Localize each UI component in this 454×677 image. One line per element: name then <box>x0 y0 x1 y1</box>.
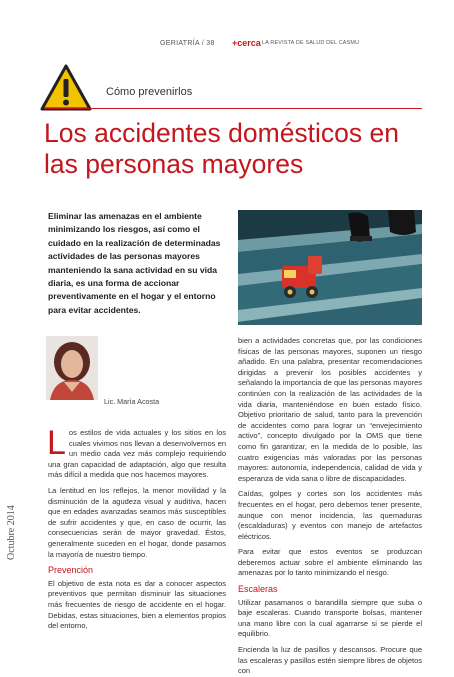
section-heading: Prevención <box>48 565 94 576</box>
kicker-text: Cómo prevenirlos <box>106 86 193 98</box>
stairs-photo <box>238 210 422 325</box>
author-photo <box>46 336 98 400</box>
dropcap: L <box>47 424 66 462</box>
paragraph: Utilizar pasamanos o barandilla siempre que suba o baje escaleras. Cuando transporte bolsas, mantener una mano libre con la cual agarrarse si se pierde el equilibrio. <box>238 597 422 639</box>
divider <box>44 108 422 109</box>
issue-date: Octubre 2014 <box>6 505 17 560</box>
article-title: Los accidentes domésticos en las personas mayores <box>44 118 400 179</box>
right-column <box>238 336 422 676</box>
paragraph: bien a actividades concretas que, por las condiciones físicas de las personas mayores, suponen un riesgo añadido. En una palabra, presentar recomendaciones dirigidas a prevenir los posibles accidentes y señalando la importancia de que las personas mayores continúen con la realización de las actividades de la vida diaria, manteniéndose en buen estado físico. Objetivo prioritario de salud, tanto para la prevención de accidentes como para lograr un “envejecimiento activo”, concepto divulgado por la OMS que tiene como fin garantizar, en la medida de lo posible, las cuatro exigencias más valoradas por las personas mayores: autonomía, independencia, calidad de vida y esperanza de vida sana o libre de discapacidades. <box>238 336 422 483</box>
section-heading: Escaleras <box>238 584 278 595</box>
paragraph: Encienda la luz de pasillos y descansos. Procure que las escaleras y pasillos estén siempre libres de objetos con <box>238 645 422 676</box>
warning-icon <box>40 64 92 112</box>
article-intro: Eliminar las amenazas en el ambiente minimizando los riesgos, así como el cuidado en la realización de determinadas actividades de las personas mayores manteniendo la sana actividad en su vida diaria, es una forma de accionar preventivamente en el hogar y el entorno para evitar accidentes. <box>48 211 221 315</box>
magazine-logo: +cerca <box>232 38 261 48</box>
author-caption: Lic. María Acosta <box>104 397 160 406</box>
paragraph <box>47 424 226 481</box>
section-label: GERIATRÍA / 38 <box>160 40 215 47</box>
paragraph: Para evitar que estos eventos se produzcan deberemos actuar sobre el ambiente eliminando las amenazas por lo tanto minimizando el riesgo. <box>238 547 422 578</box>
paragraph-text: os estilos de vida actuales y los sitios en los cuales vivimos nos llevan a desenvolvernos en un medio cada vez más complejo requiriendo una gran capacidad de adaptación, algo que resulta más difícil a medida que nos hacemos mayores. <box>48 428 226 480</box>
magazine-tagline: LA REVISTA DE SALUD DEL CASMU <box>262 40 360 46</box>
paragraph: El objetivo de esta nota es dar a conocer aspectos preventivos que permitan disminuir las situaciones más frecuentes de riesgo de accidente en el hogar. Debidas, estas situaciones, bien a elementos propios del entorno, <box>48 578 226 631</box>
left-column <box>47 424 226 632</box>
paragraph: Caídas, golpes y cortes son los accidentes más frecuentes en el hogar, pero debemos tener presente, aunque con menor incidencia, las quemaduras (escaldaduras) y eventos con manejo de artefactos eléctricos. <box>238 489 422 541</box>
paragraph: La lentitud en los reflejos, la menor movilidad y la disminución de la agudeza visual y auditiva, hacen que en edades avanzadas seamos más susceptibles de sufrir accidentes y que, en caso de ocurrir, las consecuencias serán de mayor gravedad. Éstos, generalmente suceden en el hogar, donde pasamos la mayoría de nuestro tiempo. <box>48 485 226 559</box>
